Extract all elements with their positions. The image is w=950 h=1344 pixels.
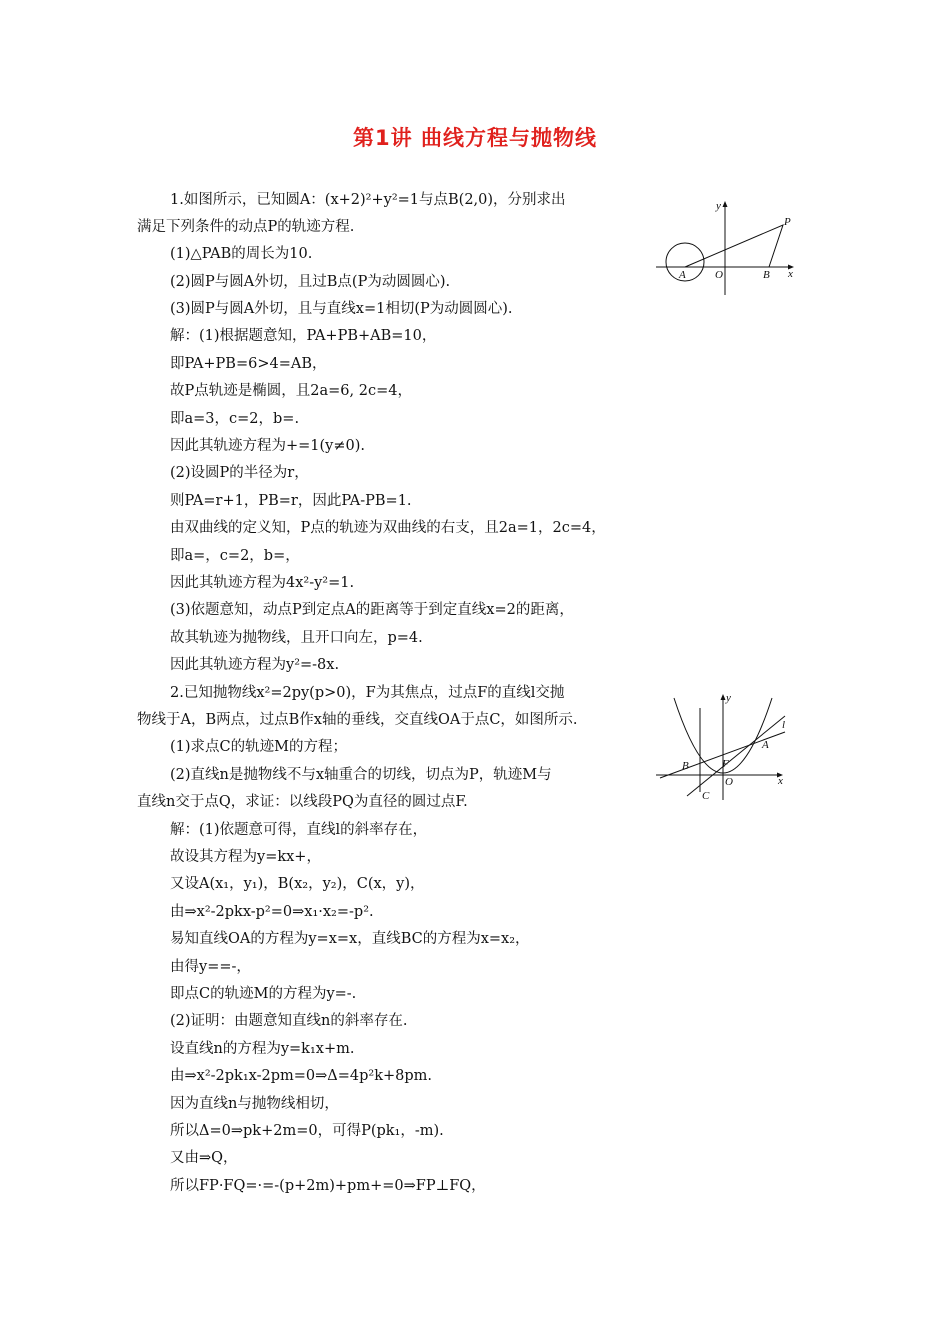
text-line: (1)△PAB的周长为10. [170,246,313,262]
text-line: 由双曲线的定义知，P点的轨迹为双曲线的右支，且2a=1，2c=4， [170,520,606,536]
label-f: F [722,758,729,770]
text-line: (2)直线n是抛物线不与x轴重合的切线，切点为P，轨迹M与 [170,767,552,783]
text-line: 即PA+PB=6>4=AB， [170,356,327,372]
label-o: O [715,269,723,281]
text-line: (3)圆P与圆A外切，且与直线x=1相切(P为动圆圆心). [170,301,513,317]
text-line: (2)圆P与圆A外切，且过B点(P为动圆圆心). [170,274,451,290]
text-line: 由⇒x²-2pkx-p²=0⇒x₁·x₂=-p². [170,904,374,920]
label-x: x [778,775,783,787]
text-line: 则PA=r+1，PB=r，因此PA-PB=1. [170,493,412,509]
text-line: 故设其方程为y=kx+， [170,849,321,865]
figure-circle-and-triangle [652,195,802,297]
text-line: 解：(1)依题意可得，直线l的斜率存在， [170,822,428,838]
label-a: A [762,739,769,751]
text-line: (2)证明：由题意知直线n的斜率存在. [170,1013,408,1029]
text-line: 又设A(x₁，y₁)，B(x₂，y₂)，C(x，y)， [170,876,425,892]
text-line: 解：(1)根据题意知，PA+PB+AB=10， [170,328,437,344]
text-line: 所以Δ=0⇒pk+2m=0，可得P(pk₁，-m). [170,1123,444,1139]
text-line: 所以FP·FQ=·=-(p+2m)+pm+=0⇒FP⊥FQ， [170,1178,486,1194]
label-y: y [716,200,721,212]
text-line: 易知直线OA的方程为y=x=x，直线BC的方程为x=x₂， [170,931,530,947]
text-line: 即a=，c=2，b=， [170,548,300,564]
text-line: 即点C的轨迹M的方程为y=-. [170,986,357,1002]
y-axis-arrow [721,694,726,700]
text-line: 即a=3，c=2，b=. [170,411,300,427]
label-b: B [763,269,770,281]
text-line: 因此其轨迹方程为4x²-y²=1. [170,575,355,591]
label-o: O [725,776,733,788]
label-l: l [782,719,786,731]
page-title: 第1讲 曲线方程与抛物线 [353,126,597,150]
label-c: C [702,790,710,802]
y-axis-arrow [723,201,728,207]
line-l [687,716,785,796]
text-line: (3)依题意知，动点P到定点A的距离等于到定直线x=2的距离， [170,602,574,618]
text-line: 由得y==-， [170,959,251,975]
text-line: 设直线n的方程为y=k₁x+m. [170,1041,355,1057]
text-line: 因此其轨迹方程为y²=-8x. [170,657,340,673]
label-y: y [726,692,731,704]
text-line: 因此其轨迹方程为+=1(y≠0). [170,438,366,454]
text-line: 满足下列条件的动点P的轨迹方程. [137,219,355,235]
text-line: (1)求点C的轨迹M的方程； [170,739,347,755]
text-line: (2)设圆P的半径为r， [170,465,309,481]
figure-parabola [652,688,792,804]
text-line: 直线n交于点Q，求证：以线段PQ为直径的圆过点F. [137,794,468,810]
text-line: 1.如图所示，已知圆A：(x+2)²+y²=1与点B(2,0)，分别求出 [170,192,566,208]
label-b: B [682,760,689,772]
text-line: 物线于A，B两点，过点B作x轴的垂线，交直线OA于点C，如图所示. [137,712,578,728]
text-line: 2.已知抛物线x²=2py(p>0)，F为其焦点，过点F的直线l交抛 [170,685,565,701]
triangle-pab [685,225,783,267]
label-x: x [788,268,793,280]
label-a: A [679,269,686,281]
text-line: 由⇒x²-2pk₁x-2pm=0⇒Δ=4p²k+8pm. [170,1068,432,1084]
text-line: 因为直线n与抛物线相切， [170,1096,339,1112]
label-p: P [784,216,791,228]
text-line: 故P点轨迹是椭圆，且2a=6, 2c=4， [170,383,412,399]
text-line: 故其轨迹为抛物线，且开口向左，p=4. [170,630,423,646]
text-line: 又由⇒Q， [170,1150,238,1166]
